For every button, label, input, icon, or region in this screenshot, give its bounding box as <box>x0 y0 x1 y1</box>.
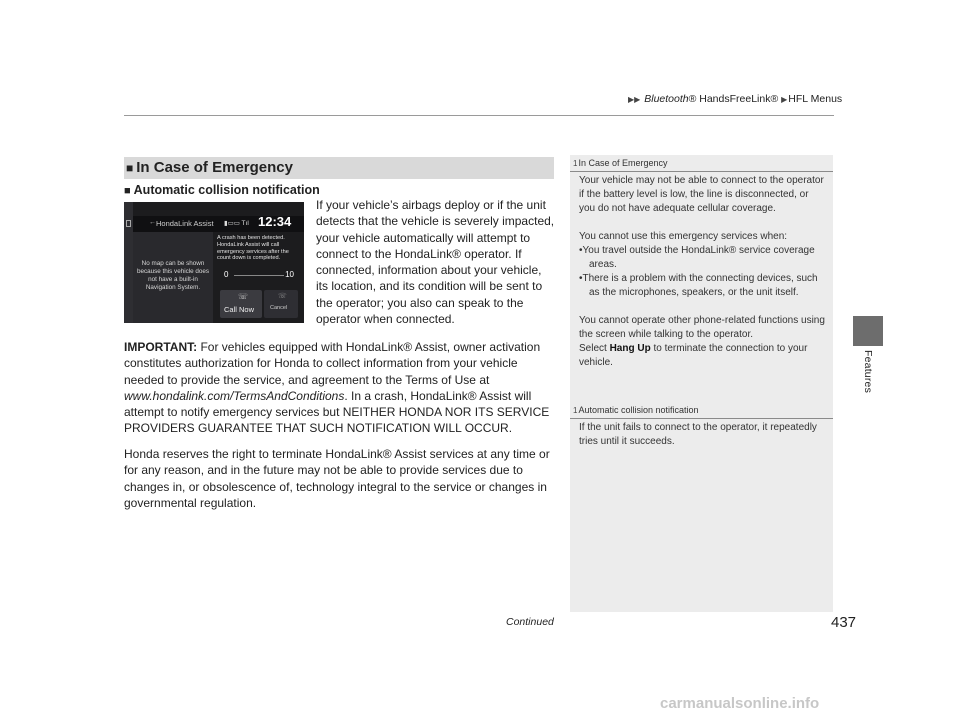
page-number: 437 <box>831 614 857 631</box>
subsection-heading <box>124 183 320 197</box>
note1-rule <box>570 171 833 172</box>
subsection-title: Automatic collision notification <box>133 183 320 197</box>
note1-p4-a: Select <box>579 343 610 354</box>
watermark: carmanualsonline.info <box>660 695 820 712</box>
note1-bullet-2: •There is a problem with the connecting devices, such as the microphones, speakers, or the unit itself. <box>579 273 818 298</box>
hang-up-label: Hang Up <box>609 343 651 354</box>
reference-marker: 1 <box>573 159 578 168</box>
cancel-label: Cancel <box>270 305 288 311</box>
call-now-button <box>220 290 262 318</box>
countdown-high: 10 <box>285 270 294 279</box>
breadcrumb-hfl-menus: HFL Menus <box>788 93 843 105</box>
note1-paragraph-4 <box>579 342 827 370</box>
reserve-paragraph: Honda reserves the right to terminate HondaLink® Assist services at any time or for any reason, and in the future may not be able to provide services due to changes in, or obsolescence of, technology integral to the service or changes in governmental regulation. <box>124 447 550 510</box>
note2-paragraph-1: If the unit fails to connect to the operator, it repeatedly tries until it succeeds. <box>579 422 817 447</box>
section-heading <box>124 157 554 179</box>
section-square-icon: ■ <box>126 161 134 175</box>
phone-call-icon: ☏ <box>238 292 249 301</box>
phone-icon <box>126 220 131 227</box>
note2-title <box>573 405 699 415</box>
note2-title-text: Automatic collision notification <box>578 405 699 415</box>
hang-up-icon: ☏ <box>278 293 287 300</box>
continued-label: Continued <box>506 616 554 628</box>
note1-title <box>573 158 668 168</box>
note1-paragraph-1: Your vehicle may not be able to connect to the operator if the battery level is low, the line is disconnected, or you do not have adequate cellular coverage. <box>579 175 824 214</box>
note1-paragraph-2: You cannot use this emergency services when: <box>579 231 788 242</box>
note2-body <box>579 421 827 449</box>
countdown-bar <box>224 270 294 280</box>
important-label: IMPORTANT: <box>124 340 198 354</box>
note1-body <box>579 174 827 370</box>
reference-marker: 1 <box>573 406 578 415</box>
countdown-track <box>234 275 284 276</box>
breadcrumb <box>628 93 842 105</box>
terms-url: www.hondalink.com/TermsAndConditions <box>124 388 345 403</box>
chapter-tab-label: Features <box>862 350 874 394</box>
note2-rule <box>570 418 833 419</box>
screen-side-strip <box>124 202 133 323</box>
cancel-button <box>264 290 298 318</box>
no-map-message: No map can be shown because this vehicle does not have a built-in Navigation System. <box>136 260 210 291</box>
header-rule <box>124 115 834 116</box>
breadcrumb-arrow-icon: ▶▶ <box>628 95 641 104</box>
chapter-tab-marker <box>853 316 883 346</box>
important-text-1: For vehicles equipped with HondaLink® Assist, owner activation constitutes authorization for Honda to collect information from your vehicle needed to provide the service, and agreement to the Terms of Use at <box>124 340 541 387</box>
breadcrumb-arrow-icon: ▶ <box>781 95 788 104</box>
important-text-2: . In a crash, HondaLink® Assist will attempt to notify emergency services but NEITHER HONDA NOR ITS SERVICE PROVIDERS GUARANTEE THAT SUCH NOTIFICATION WILL OCCUR. <box>124 388 550 436</box>
note1-paragraph-3: You cannot operate other phone-related functions using the screen while talking to the operator. <box>579 315 825 340</box>
subsection-square-icon: ■ <box>124 185 131 197</box>
intro-paragraph: If your vehicle’s airbags deploy or if the unit detects that the vehicle is severely impacted, your vehicle automatically will attempt to connect to the HondaLink® operator. If connected, information about your vehicle, its location, and its condition will be sent to the operator; you also can speak to the operator when connected. <box>316 198 555 327</box>
back-arrow-icon: ← <box>149 219 156 226</box>
crash-alert-message: A crash has been detected. HondaLink Assist will call emergency services after the count down is completed. <box>217 235 289 262</box>
signal-battery-icon: ▮▭▭ Tıl <box>224 220 249 227</box>
call-now-label: Call Now <box>224 305 255 314</box>
countdown-low: 0 <box>224 270 229 279</box>
breadcrumb-bluetooth: Bluetooth <box>644 93 689 105</box>
important-paragraph <box>124 339 556 437</box>
note1-title-text: In Case of Emergency <box>578 158 668 168</box>
hondalink-assist-screen-image <box>124 202 304 323</box>
note1-bullet-1: •You travel outside the HondaLink® service coverage areas. <box>579 245 815 270</box>
screen-title: HondaLink Assist <box>156 219 214 228</box>
section-title: In Case of Emergency <box>136 159 293 176</box>
screen-clock: 12:34 <box>258 214 292 229</box>
screen-map-area <box>133 232 213 323</box>
note1-p4-c: to terminate the connection to your vehicle. <box>579 343 808 368</box>
breadcrumb-handsfreelink: ® HandsFreeLink® <box>688 93 779 105</box>
